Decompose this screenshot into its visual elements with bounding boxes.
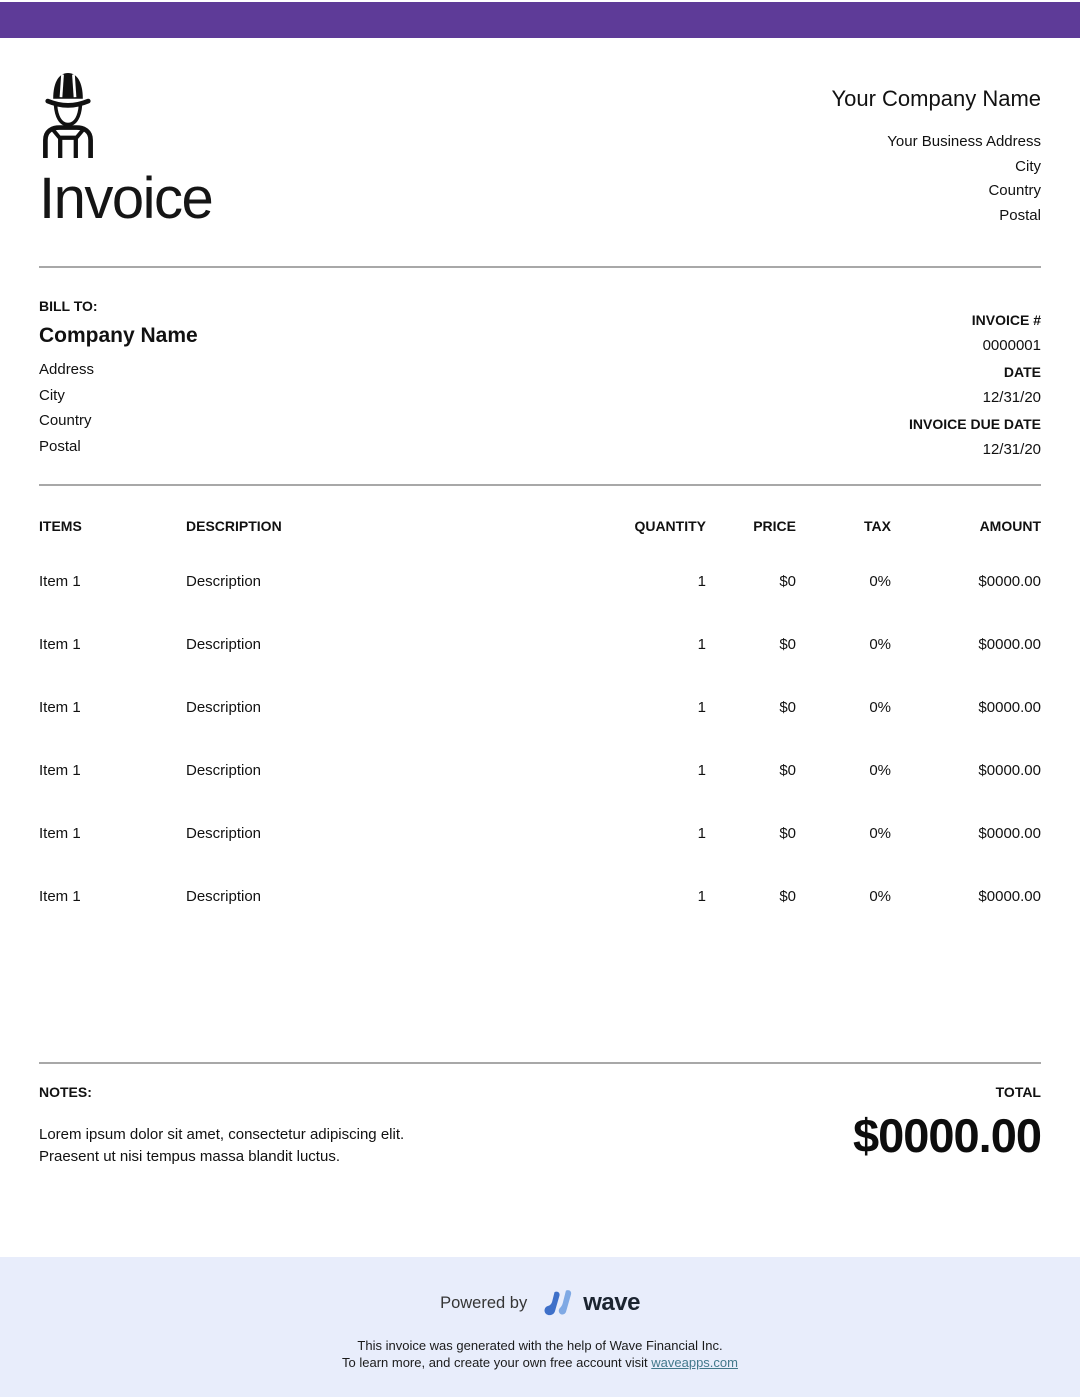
description-cell: Description <box>186 699 262 716</box>
amount-cell: $0000.00 <box>978 636 1041 653</box>
item-cell: Item 1 <box>39 888 81 905</box>
invoice-due-date-value: 12/31/20 <box>982 441 1041 458</box>
price-cell: $0 <box>779 699 796 716</box>
wave-logo-icon <box>536 1288 574 1318</box>
client-postal: Postal <box>39 437 81 455</box>
item-cell: Item 1 <box>39 699 81 716</box>
tax-cell: 0% <box>869 699 891 716</box>
price-cell: $0 <box>779 825 796 842</box>
col-header-quantity: QUANTITY <box>634 518 706 534</box>
quantity-cell: 1 <box>697 762 706 779</box>
invoice-header <box>39 38 1041 268</box>
description-cell: Description <box>186 825 262 842</box>
footer-cta-line <box>0 1355 1080 1372</box>
footer-cta-text: To learn more, and create your own free account visit <box>342 1354 652 1370</box>
item-cell: Item 1 <box>39 636 81 653</box>
company-country: Country <box>988 182 1041 199</box>
amount-cell: $0000.00 <box>978 825 1041 842</box>
accent-top-bar <box>0 2 1080 38</box>
description-cell: Description <box>186 888 262 905</box>
description-cell: Description <box>186 573 262 590</box>
item-cell: Item 1 <box>39 825 81 842</box>
description-cell: Description <box>186 636 262 653</box>
company-city: City <box>1015 157 1041 175</box>
construction-worker-icon <box>39 66 212 158</box>
table-row <box>39 802 1041 865</box>
client-address: Address <box>39 361 95 378</box>
quantity-cell: 1 <box>697 888 706 905</box>
tax-cell: 0% <box>869 888 891 905</box>
line-items-section <box>39 486 1041 1064</box>
price-cell: $0 <box>779 888 796 905</box>
company-name: Your Company Name <box>831 86 1041 111</box>
item-cell: Item 1 <box>39 573 81 590</box>
table-row <box>39 739 1041 802</box>
col-header-items: ITEMS <box>39 518 82 534</box>
col-header-tax: TAX <box>864 518 891 534</box>
amount-cell: $0000.00 <box>978 573 1041 590</box>
invoice-number-label: INVOICE # <box>971 312 1041 328</box>
notes-label: NOTES: <box>39 1084 92 1100</box>
col-header-description: DESCRIPTION <box>186 518 282 534</box>
table-header-row <box>39 486 1041 550</box>
notes-line: Lorem ipsum dolor sit amet, consectetur adipiscing elit. <box>39 1126 405 1143</box>
client-city: City <box>39 386 65 404</box>
wave-footer <box>0 1257 1080 1397</box>
price-cell: $0 <box>779 573 796 590</box>
wave-wordmark: wave <box>583 1289 640 1316</box>
tax-cell: 0% <box>869 573 891 590</box>
quantity-cell: 1 <box>697 573 706 590</box>
col-header-price: PRICE <box>753 518 796 534</box>
tax-cell: 0% <box>869 825 891 842</box>
description-cell: Description <box>186 762 262 779</box>
company-postal: Postal <box>999 206 1041 224</box>
table-row <box>39 676 1041 739</box>
total-label: TOTAL <box>995 1084 1041 1100</box>
amount-cell: $0000.00 <box>978 699 1041 716</box>
quantity-cell: 1 <box>697 699 706 716</box>
table-row <box>39 865 1041 928</box>
total-amount: $0000.00 <box>852 1109 1041 1162</box>
line-items-table <box>39 486 1041 928</box>
powered-by-label: Powered by <box>440 1293 528 1312</box>
amount-cell: $0000.00 <box>978 762 1041 779</box>
waveapps-link[interactable]: waveapps.com <box>651 1354 738 1370</box>
invoice-number-value: 0000001 <box>982 337 1041 354</box>
item-cell: Item 1 <box>39 762 81 779</box>
tax-cell: 0% <box>869 636 891 653</box>
amount-cell: $0000.00 <box>978 888 1041 905</box>
quantity-cell: 1 <box>697 825 706 842</box>
billing-section <box>39 268 1041 486</box>
notes-line: Praesent ut nisi tempus massa blandit luctus. <box>39 1147 340 1165</box>
quantity-cell: 1 <box>697 636 706 653</box>
client-country: Country <box>39 412 92 429</box>
table-row <box>39 613 1041 676</box>
document-title: Invoice <box>39 166 213 231</box>
tax-cell: 0% <box>869 762 891 779</box>
col-header-amount: AMOUNT <box>979 518 1041 534</box>
table-row <box>39 550 1041 613</box>
invoice-due-date-label: INVOICE DUE DATE <box>909 416 1041 432</box>
invoice-date-value: 12/31/20 <box>982 389 1041 406</box>
price-cell: $0 <box>779 636 796 653</box>
invoice-date-label: DATE <box>1003 364 1041 380</box>
client-company-name: Company Name <box>39 324 198 347</box>
bill-to-label: BILL TO: <box>39 298 98 314</box>
invoice-meta <box>909 268 1041 484</box>
footer-disclaimer-line: This invoice was generated with the help of Wave Financial Inc. <box>357 1338 723 1353</box>
price-cell: $0 <box>779 762 796 779</box>
company-address-line: Your Business Address <box>887 133 1041 150</box>
summary-section <box>39 1064 1041 1257</box>
